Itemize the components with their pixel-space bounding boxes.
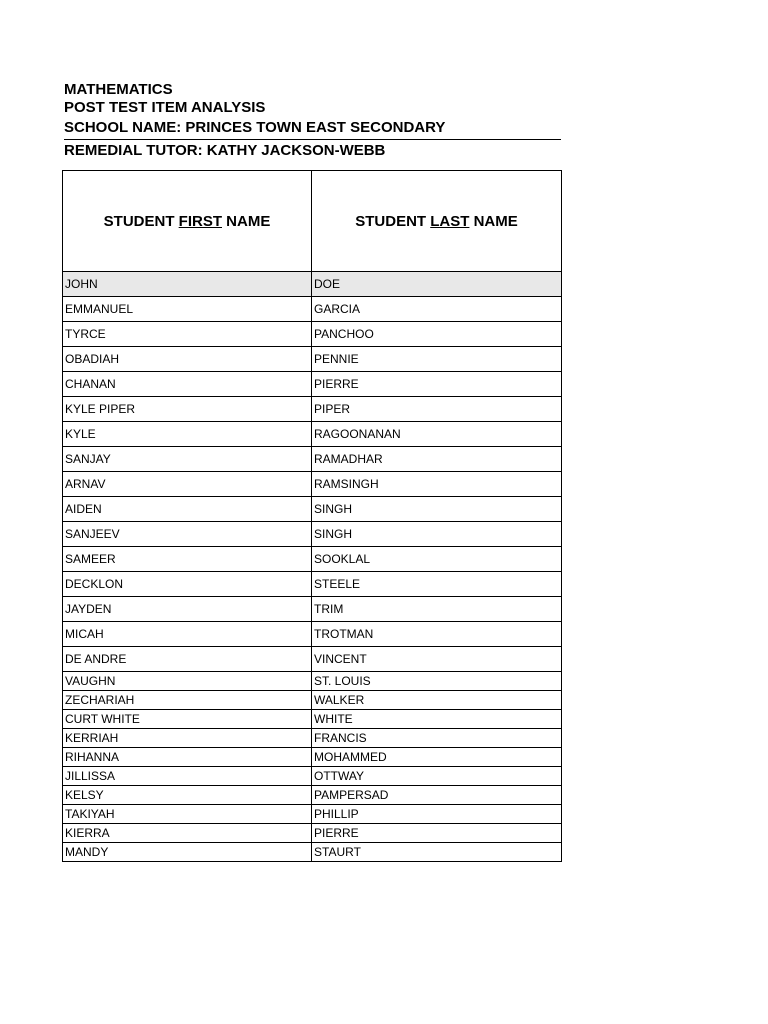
first-name-cell: EMMANUEL bbox=[63, 297, 312, 322]
roster-body bbox=[63, 272, 562, 862]
table-row bbox=[63, 547, 562, 572]
column-header-first-suffix: NAME bbox=[222, 212, 271, 230]
last-name-cell: OTTWAY bbox=[312, 767, 562, 786]
last-name-cell: PIERRE bbox=[312, 372, 562, 397]
column-header-last-name bbox=[312, 171, 562, 272]
document-header bbox=[64, 81, 561, 160]
header-divider bbox=[64, 139, 561, 140]
last-name-cell: PAMPERSAD bbox=[312, 786, 562, 805]
subject-heading: MATHEMATICS bbox=[64, 81, 173, 98]
first-name-cell: MICAH bbox=[63, 622, 312, 647]
last-name-cell: RAMADHAR bbox=[312, 447, 562, 472]
last-name-cell: WHITE bbox=[312, 710, 562, 729]
column-header-last-suffix: NAME bbox=[469, 212, 518, 230]
first-name-cell: CHANAN bbox=[63, 372, 312, 397]
last-name-cell: STAURT bbox=[312, 843, 562, 862]
table-row bbox=[63, 397, 562, 422]
last-name-cell: MOHAMMED bbox=[312, 748, 562, 767]
table-row bbox=[63, 729, 562, 748]
table-row bbox=[63, 647, 562, 672]
table-row bbox=[63, 691, 562, 710]
table-row bbox=[63, 347, 562, 372]
last-name-cell: GARCIA bbox=[312, 297, 562, 322]
last-name-cell: SOOKLAL bbox=[312, 547, 562, 572]
school-name: SCHOOL NAME: PRINCES TOWN EAST SECONDARY bbox=[64, 119, 446, 136]
first-name-cell: DE ANDRE bbox=[63, 647, 312, 672]
table-row bbox=[63, 522, 562, 547]
first-name-cell: KYLE bbox=[63, 422, 312, 447]
table-row bbox=[63, 322, 562, 347]
table-row bbox=[63, 767, 562, 786]
first-name-cell: VAUGHN bbox=[63, 672, 312, 691]
first-name-cell: ZECHARIAH bbox=[63, 691, 312, 710]
table-row bbox=[63, 597, 562, 622]
student-roster-table bbox=[62, 170, 562, 862]
last-name-cell: PHILLIP bbox=[312, 805, 562, 824]
table-row bbox=[63, 843, 562, 862]
last-name-cell: RAGOONANAN bbox=[312, 422, 562, 447]
first-name-cell: SAMEER bbox=[63, 547, 312, 572]
first-name-cell: KYLE PIPER bbox=[63, 397, 312, 422]
table-row bbox=[63, 272, 562, 297]
first-name-cell: AIDEN bbox=[63, 497, 312, 522]
table-row bbox=[63, 710, 562, 729]
last-name-cell: STEELE bbox=[312, 572, 562, 597]
first-name-cell: KERRIAH bbox=[63, 729, 312, 748]
last-name-cell: PIPER bbox=[312, 397, 562, 422]
table-row bbox=[63, 297, 562, 322]
last-name-cell: SINGH bbox=[312, 497, 562, 522]
last-name-cell: PANCHOO bbox=[312, 322, 562, 347]
column-header-last-key: LAST bbox=[430, 212, 470, 230]
table-row bbox=[63, 786, 562, 805]
first-name-cell: JAYDEN bbox=[63, 597, 312, 622]
first-name-cell: SANJAY bbox=[63, 447, 312, 472]
first-name-cell: ARNAV bbox=[63, 472, 312, 497]
table-row bbox=[63, 422, 562, 447]
tutor-name: REMEDIAL TUTOR: KATHY JACKSON-WEBB bbox=[64, 142, 386, 159]
table-row bbox=[63, 672, 562, 691]
table-row bbox=[63, 748, 562, 767]
table-row bbox=[63, 572, 562, 597]
last-name-cell: VINCENT bbox=[312, 647, 562, 672]
last-name-cell: PIERRE bbox=[312, 824, 562, 843]
first-name-cell: DECKLON bbox=[63, 572, 312, 597]
table-row bbox=[63, 497, 562, 522]
first-name-cell: TYRCE bbox=[63, 322, 312, 347]
first-name-cell: JOHN bbox=[63, 272, 312, 297]
first-name-cell: KIERRA bbox=[63, 824, 312, 843]
last-name-cell: PENNIE bbox=[312, 347, 562, 372]
column-header-first-key: FIRST bbox=[178, 212, 222, 230]
first-name-cell: TAKIYAH bbox=[63, 805, 312, 824]
last-name-cell: TRIM bbox=[312, 597, 562, 622]
table-row bbox=[63, 372, 562, 397]
table-row bbox=[63, 824, 562, 843]
table-row bbox=[63, 472, 562, 497]
first-name-cell: KELSY bbox=[63, 786, 312, 805]
last-name-cell: RAMSINGH bbox=[312, 472, 562, 497]
last-name-cell: TROTMAN bbox=[312, 622, 562, 647]
column-header-last-prefix: STUDENT bbox=[355, 212, 431, 230]
first-name-cell: JILLISSA bbox=[63, 767, 312, 786]
first-name-cell: RIHANNA bbox=[63, 748, 312, 767]
column-header-first-name bbox=[63, 171, 312, 272]
column-header-first-prefix: STUDENT bbox=[103, 212, 179, 230]
first-name-cell: CURT WHITE bbox=[63, 710, 312, 729]
table-row bbox=[63, 447, 562, 472]
report-title: POST TEST ITEM ANALYSIS bbox=[64, 99, 266, 116]
last-name-cell: DOE bbox=[312, 272, 562, 297]
table-row bbox=[63, 622, 562, 647]
last-name-cell: FRANCIS bbox=[312, 729, 562, 748]
first-name-cell: SANJEEV bbox=[63, 522, 312, 547]
table-header-row bbox=[63, 171, 562, 272]
first-name-cell: OBADIAH bbox=[63, 347, 312, 372]
last-name-cell: WALKER bbox=[312, 691, 562, 710]
last-name-cell: SINGH bbox=[312, 522, 562, 547]
first-name-cell: MANDY bbox=[63, 843, 312, 862]
table-row bbox=[63, 805, 562, 824]
last-name-cell: ST. LOUIS bbox=[312, 672, 562, 691]
